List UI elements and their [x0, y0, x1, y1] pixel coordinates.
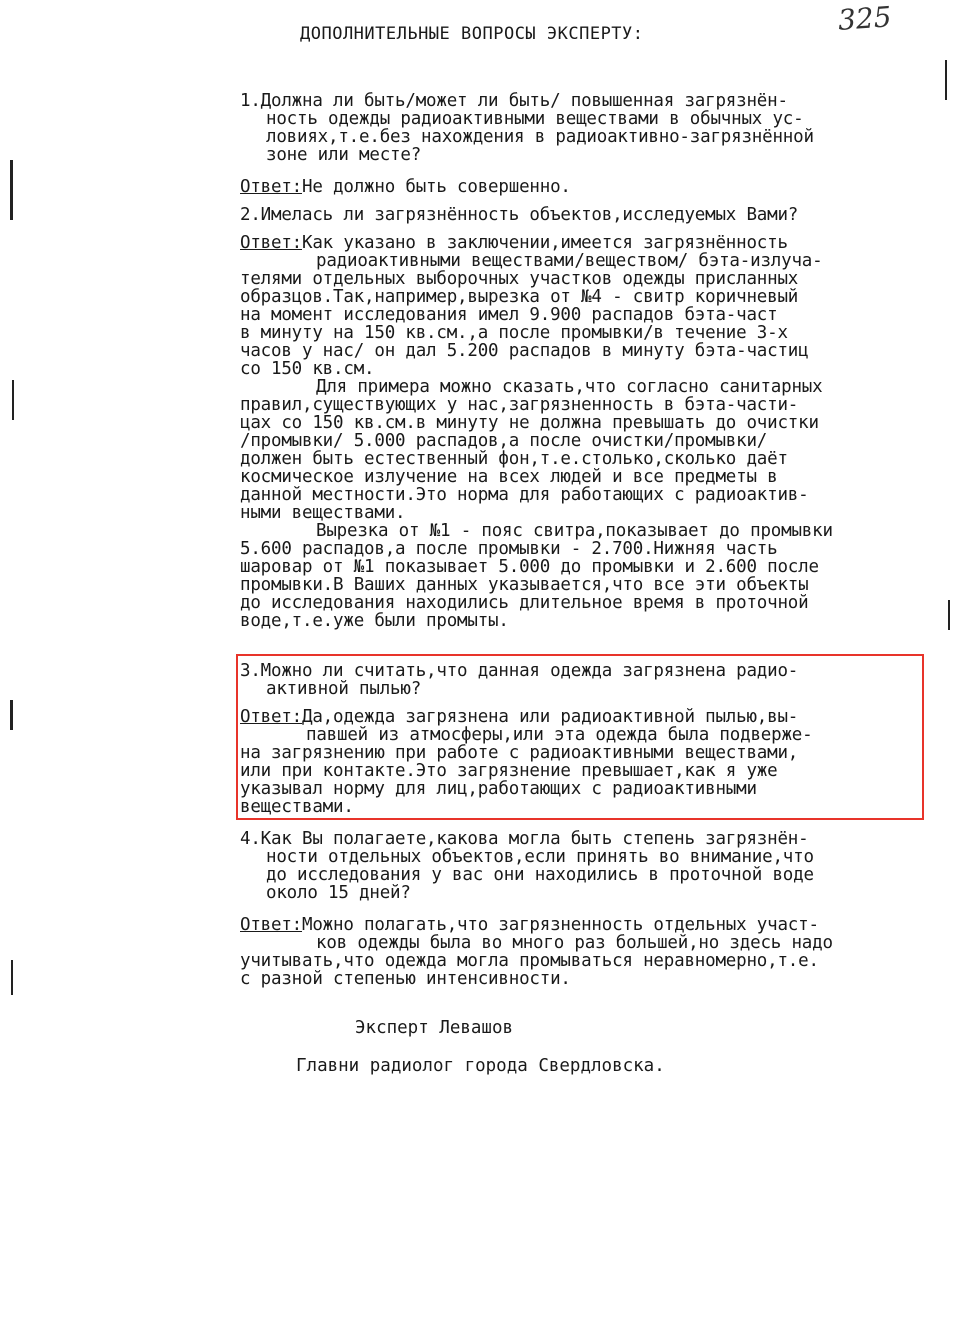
handwritten-page-number: 325	[836, 0, 893, 37]
answer-line: указывал норму для лиц,работающих с радиоактивными	[240, 779, 757, 799]
question-4	[240, 830, 940, 902]
answer-line: правил,существующих у нас,загрязненность в бэта-части-	[240, 395, 799, 415]
question-1	[240, 92, 940, 164]
answer-line: с разной степенью интенсивности.	[240, 969, 571, 989]
question-line: 4.Как Вы полагаете,какова могла быть степень загрязнён-	[240, 829, 809, 849]
signature-name: Эксперт Левашов	[355, 1018, 514, 1038]
answer-line: должен быть естественный фон,т.е.столько,сколько даёт	[240, 449, 788, 469]
answer-line: промывки.В Ваших данных указывается,что все эти объекты	[240, 575, 809, 595]
answer-text: Не должно быть совершенно.	[302, 177, 571, 197]
answer-text: Как указано в заключении,имеется загрязнённость	[302, 233, 788, 253]
answer-line: веществами.	[240, 797, 354, 817]
margin-mark	[948, 600, 950, 630]
answer-1	[240, 178, 940, 196]
question-line: 1.Должна ли быть/может ли быть/ повышенная загрязнён-	[240, 91, 788, 111]
answer-line: воде,т.е.уже были промыты.	[240, 611, 509, 631]
question-line: ловиях,т.е.без нахождения в радиоактивно-загрязнённой	[266, 127, 814, 147]
answer-line: ков одежды была во много раз большей,но здесь надо	[316, 933, 833, 953]
answer-line: цах со 150 кв.см.в минуту не должна превышать до очистки	[240, 413, 819, 433]
answer-line: радиоактивными веществами/веществом/ бэта-излуча-	[316, 251, 823, 271]
answer-line: 5.600 распадов,а после промывки - 2.700.Нижняя часть	[240, 539, 778, 559]
answer-line: космическое излучение на всех людей и все предметы в	[240, 467, 778, 487]
answer-label: Ответ:	[240, 233, 303, 253]
signature-title: Главни радиолог города Свердловска.	[296, 1056, 665, 1076]
answer-2	[240, 234, 940, 630]
answer-line: на загрязнению при работе с радиоактивными веществами,	[240, 743, 799, 763]
answer-label: Ответ:	[240, 915, 303, 935]
question-2	[240, 206, 940, 224]
answer-line: павшей из атмосферы,или эта одежда была подверже-	[306, 725, 813, 745]
answer-line: ными веществами.	[240, 503, 406, 523]
answer-label: Ответ:	[240, 177, 303, 197]
question-line: до исследования у вас они находились в проточной воде	[266, 865, 814, 885]
question-line: активной пылью?	[266, 679, 422, 699]
question-3	[240, 662, 940, 698]
answer-label: Ответ:	[240, 707, 303, 727]
question-line: около 15 дней?	[266, 883, 411, 903]
answer-line: телями отдельных выборочных участков одежды присланных	[240, 269, 799, 289]
question-line: ности отдельных объектов,если принять во внимание,что	[266, 847, 814, 867]
answer-line: /промывки/ 5.000 распадов,а после очистки/промывки/	[240, 431, 768, 451]
margin-mark	[11, 960, 13, 995]
answer-line: до исследования находились длительное время в проточной	[240, 593, 809, 613]
answer-line: Вырезка от №1 - пояс свитра,показывает до промывки	[316, 521, 833, 541]
margin-mark	[10, 700, 13, 730]
answer-line: или при контакте.Это загрязнение превышает,как я уже	[240, 761, 778, 781]
answer-line: со 150 кв.см.	[240, 359, 375, 379]
question-line: 3.Можно ли считать,что данная одежда загрязнена радио-	[240, 661, 799, 681]
answer-line: образцов.Так,например,вырезка от №4 - свитр коричневый	[240, 287, 799, 307]
answer-3	[240, 708, 940, 816]
question-line: зоне или месте?	[266, 145, 422, 165]
answer-line: шаровар от №1 показывает 5.000 до промывки и 2.600 после	[240, 557, 819, 577]
document-title: ДОПОЛНИТЕЛЬНЫЕ ВОПРОСЫ ЭКСПЕРТУ:	[300, 24, 644, 44]
answer-4	[240, 916, 940, 988]
question-line: ность одежды радиоактивными веществами в обычных ус-	[266, 109, 804, 129]
answer-line: учитывать,что одежда могла промываться неравномерно,т.е.	[240, 951, 819, 971]
answer-line: часов у нас/ он дал 5.200 распадов в минуту бэта-частиц	[240, 341, 809, 361]
margin-mark	[12, 380, 14, 420]
margin-mark	[10, 160, 13, 220]
question-line: 2.Имелась ли загрязнённость объектов,исследуемых Вами?	[240, 205, 799, 225]
answer-line: данной местности.Это норма для работающих с радиоактив-	[240, 485, 809, 505]
answer-line: Для примера можно сказать,что согласно санитарных	[316, 377, 823, 397]
answer-text: Да,одежда загрязнена или радиоактивной пылью,вы-	[302, 707, 799, 727]
answer-line: на момент исследования имел 9.900 распадов бэта-част	[240, 305, 778, 325]
answer-line: в минуту на 150 кв.см.,а после промывки/в течение 3-х	[240, 323, 788, 343]
answer-text: Можно полагать,что загрязненность отдельных участ-	[302, 915, 819, 935]
margin-mark	[945, 60, 947, 100]
